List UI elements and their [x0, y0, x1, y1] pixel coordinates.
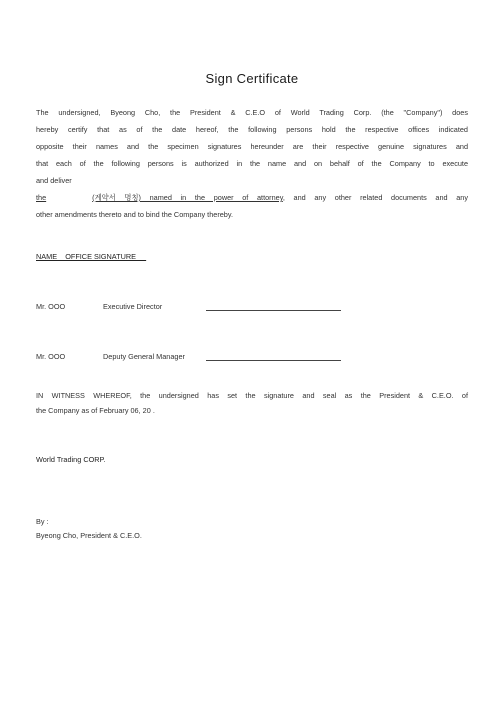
signatory-office: Deputy General Manager [103, 352, 185, 361]
witness-clause [36, 388, 468, 418]
company-name: World Trading CORP. [36, 455, 106, 464]
underlined-text: the [36, 193, 47, 202]
contract-name-text: (계약서 명칭) named in the power of attorney [92, 193, 283, 202]
signature-line [206, 360, 341, 361]
signature-line [206, 310, 341, 311]
paragraph-line-contract [36, 189, 468, 206]
paragraph-line: other amendments thereto and to bind the Company thereby. [36, 210, 234, 219]
signer-name: Byeong Cho, President & C.E.O. [36, 531, 142, 540]
by-label: By : [36, 517, 49, 526]
signature-table-header: NAME OFFICE SIGNATURE [36, 252, 147, 261]
paragraph-line: and deliver [36, 176, 72, 185]
paragraph-line: that each of the following persons is authorized in the name and on behalf of the Company to execute [36, 159, 468, 168]
signatory-row [36, 352, 476, 362]
signatory-row [36, 302, 476, 312]
signatory-name: Mr. OOO [36, 352, 66, 361]
signatory-office: Executive Director [103, 302, 163, 311]
certification-paragraph [36, 104, 468, 223]
signatory-name: Mr. OOO [36, 302, 66, 311]
paragraph-line: hereby certify that as of the date hereof, the following persons hold the respective offices indicated [36, 125, 468, 134]
paragraph-line: opposite their names and the specimen signatures hereunder are their respective genuine signatures and [36, 142, 468, 151]
witness-line: IN WITNESS WHEREOF, the undersigned has set the signature and seal as the President & C.E.O. of [36, 391, 468, 400]
underlined-the [36, 193, 283, 202]
document-title: Sign Certificate [205, 71, 299, 86]
paragraph-line: The undersigned, Byeong Cho, the President & C.E.O of World Trading Corp. (the "Company") does [36, 108, 468, 117]
witness-line: the Company as of February 06, 20 . [36, 406, 155, 415]
paragraph-text: , and any other related documents and any [282, 193, 469, 202]
